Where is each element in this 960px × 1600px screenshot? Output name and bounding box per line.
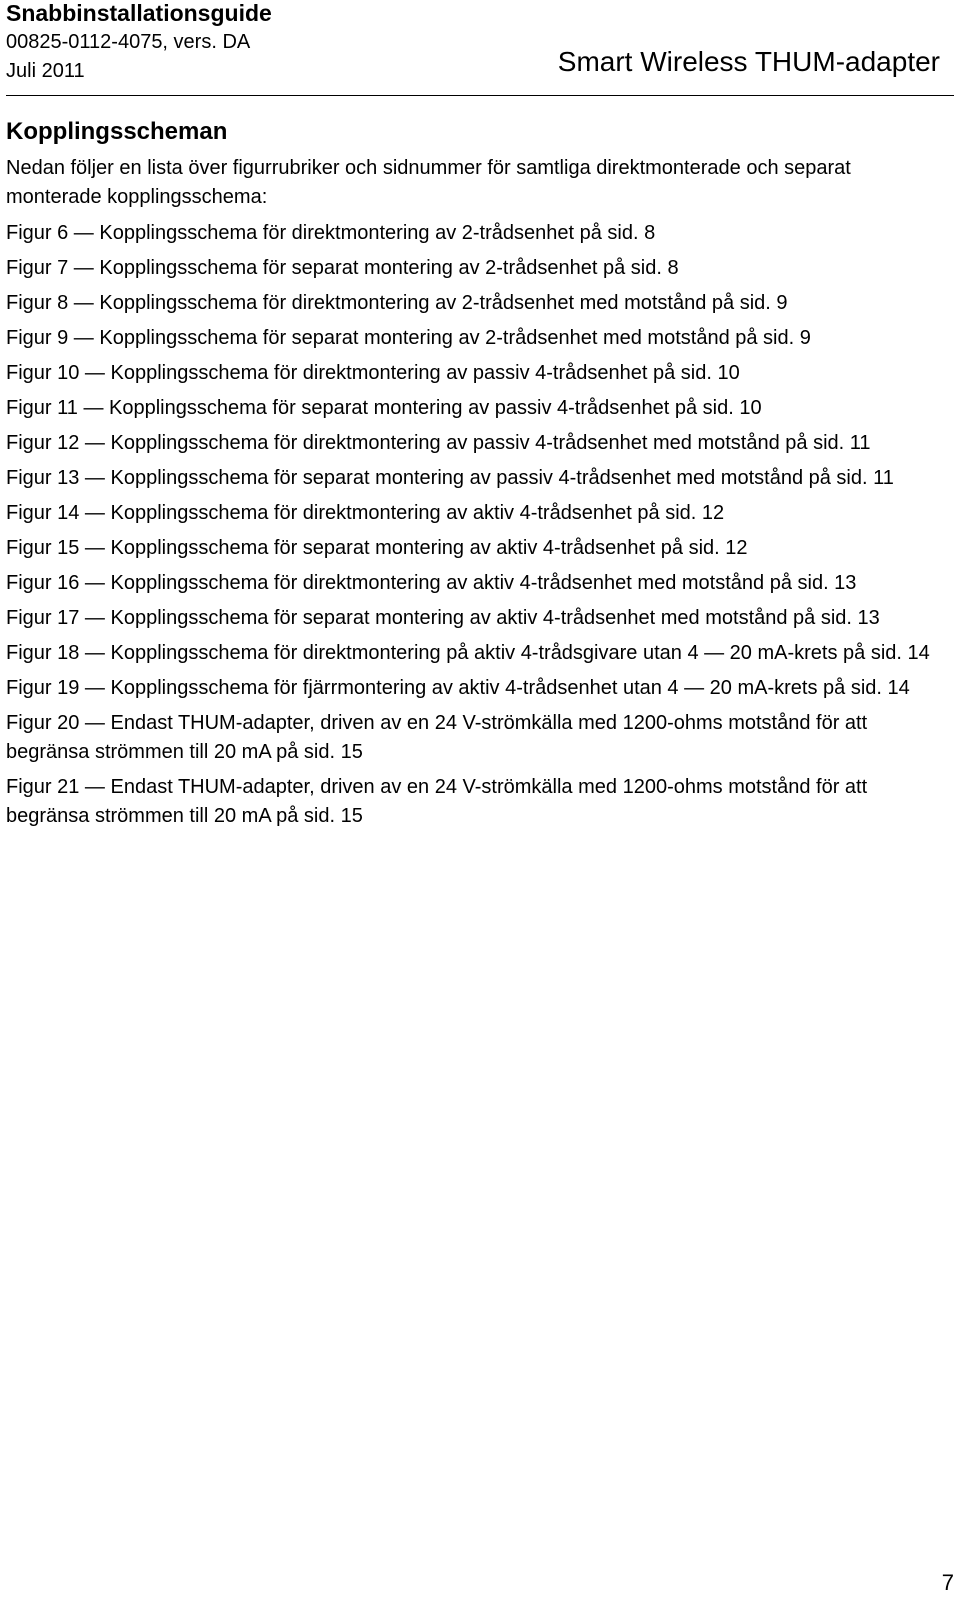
figure-list-item: Figur 13 — Kopplingsschema för separat montering av passiv 4-trådsenhet med motstånd på sid. 11 [6, 467, 894, 489]
figure-list-item: Figur 16 — Kopplingsschema för direktmontering av aktiv 4-trådsenhet med motstånd på sid. 13 [6, 572, 857, 594]
figure-list-item: Figur 14 — Kopplingsschema för direktmontering av aktiv 4-trådsenhet på sid. 12 [6, 502, 725, 524]
figure-list-item: Figur 20 — Endast THUM-adapter, driven av en 24 V-strömkälla med 1200-ohms motstånd för att begränsa strömmen till 20 mA på sid. 15 [6, 712, 868, 763]
figure-list-item: Figur 15 — Kopplingsschema för separat montering av aktiv 4-trådsenhet på sid. 12 [6, 537, 748, 559]
figure-list-item: Figur 21 — Endast THUM-adapter, driven av en 24 V-strömkälla med 1200-ohms motstånd för att begränsa strömmen till 20 mA på sid. 15 [6, 776, 868, 827]
figure-list [6, 219, 946, 837]
guide-title: Snabbinstallationsguide [6, 0, 272, 26]
figure-list-item: Figur 11 — Kopplingsschema för separat montering av passiv 4-trådsenhet på sid. 10 [6, 397, 762, 419]
figure-list-item: Figur 8 — Kopplingsschema för direktmontering av 2-trådsenhet med motstånd på sid. 9 [6, 292, 788, 314]
page-number: 7 [941, 1570, 954, 1595]
document-number: 00825-0112-4075, vers. DA [6, 31, 251, 53]
figure-list-item: Figur 17 — Kopplingsschema för separat montering av aktiv 4-trådsenhet med motstånd på sid. 13 [6, 607, 880, 629]
page-header [0, 0, 960, 96]
figure-list-item: Figur 6 — Kopplingsschema för direktmontering av 2-trådsenhet på sid. 8 [6, 222, 656, 244]
figure-list-item: Figur 10 — Kopplingsschema för direktmontering av passiv 4-trådsenhet på sid. 10 [6, 362, 740, 384]
figure-list-item: Figur 18 — Kopplingsschema för direktmontering på aktiv 4-trådsgivare utan 4 — 20 mA-krets på sid. 14 [6, 642, 930, 664]
figure-list-item: Figur 19 — Kopplingsschema för fjärrmontering av aktiv 4-trådsenhet utan 4 — 20 mA-krets på sid. 14 [6, 677, 910, 699]
figure-list-item: Figur 12 — Kopplingsschema för direktmontering av passiv 4-trådsenhet med motstånd på sid. 11 [6, 432, 871, 454]
product-title: Smart Wireless THUM-adapter [557, 46, 940, 77]
document-date: Juli 2011 [6, 60, 85, 82]
section-title: Kopplingsscheman [6, 118, 228, 145]
header-divider [6, 95, 954, 96]
section-intro: Nedan följer en lista över figurrubriker och sidnummer för samtliga direktmonterade och separat monterade kopplingsschema: [6, 157, 851, 208]
figure-list-item: Figur 9 — Kopplingsschema för separat montering av 2-trådsenhet med motstånd på sid. 9 [6, 327, 811, 349]
figure-list-item: Figur 7 — Kopplingsschema för separat montering av 2-trådsenhet på sid. 8 [6, 257, 679, 279]
